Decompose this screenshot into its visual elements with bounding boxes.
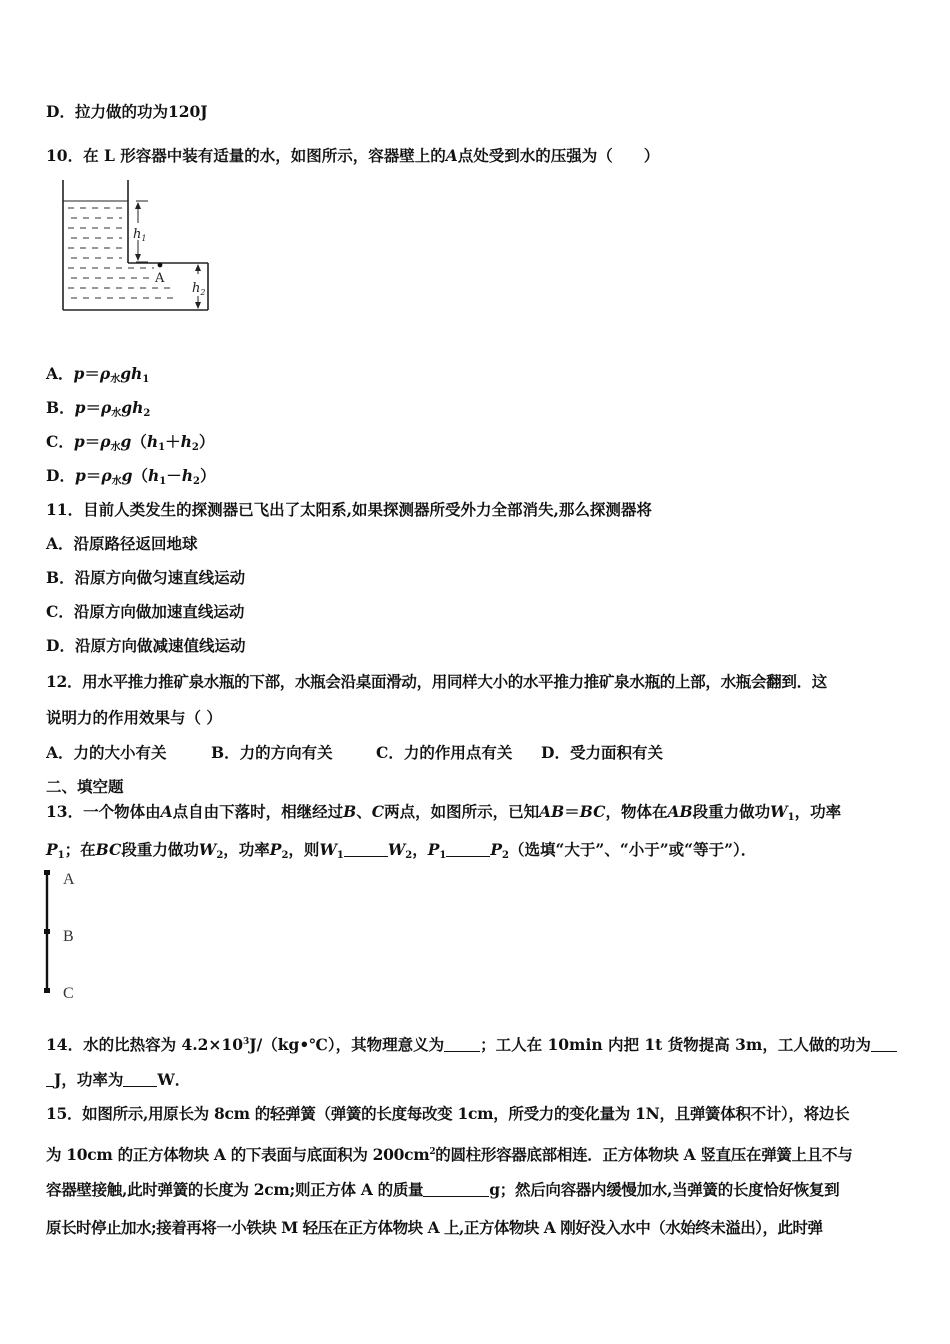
q14-blank-power[interactable] (123, 1072, 157, 1087)
q15-blank-mass[interactable] (423, 1182, 489, 1197)
q9-option-d: D．拉力做的功为120J (46, 102, 208, 121)
q11-option-d: D．沿原方向做减速值线运动 (46, 636, 246, 655)
q10-option-d: D．$p=\rho_水g(h_1-h_2)$ (46, 466, 216, 487)
q10-label-h1: $h_1$ (133, 227, 147, 243)
q12-stem-line2: 说明力的作用效果与（ ） (46, 708, 222, 727)
q12-options (46, 743, 663, 763)
q13-stem-line2: $P_1$；在BC段重力做功$W_2$，功率$P_2$，则$W_1$ $W_2$，$P_1$ $P_2$（选填“大于”、“小于”或“等于”）． (46, 840, 757, 861)
q11-option-a: A．沿原路径返回地球 (46, 534, 198, 553)
q13-label-c: C (63, 985, 74, 1000)
q14-blank-work-end[interactable] (46, 1072, 54, 1087)
q11-option-b: B．沿原方向做匀速直线运动 (46, 568, 246, 587)
q14-blank-work-start[interactable] (871, 1037, 897, 1052)
q10-label-a: A (155, 271, 165, 286)
q15-line2: 为 10cm 的正方体物块 A 的下表面与底面积为 $200cm^2$的圆柱形容器底部相连．正方体物块 A 竖直压在弹簧上且不与 (46, 1145, 853, 1164)
q12-option-a: A．力的大小有关 (46, 743, 167, 762)
q10-option-a: A．$p=\rho_水gh_1$ (46, 364, 150, 385)
q14-blank-meaning[interactable] (444, 1037, 480, 1052)
q10-stem: 10．在 L 形容器中装有适量的水，如图所示，容器壁上的A点处受到水的压强为（ ） (46, 146, 660, 165)
q15-line1: 15．如图所示,用原长为 8cm 的轻弹簧（弹簧的长度每改变 1cm，所受力的变化量为 1N，且弹簧体积不计），将边长 (46, 1104, 850, 1123)
q15-line4: 原长时停止加水;接着再将一小铁块 M 轻压在正方体物块 A 上,正方体物块 A 刚好没入水中（水始终未溢出），此时弹 (46, 1218, 823, 1237)
q13-label-b: B (63, 928, 74, 945)
q14-line1: 14．水的比热容为 $4.2\times 10^3J/(kg•℃)$，其物理意义为 ；工人在 10min 内把 1t 货物提高 3m，工人做的功为 (46, 1032, 897, 1055)
q10-label-h2: $h_2$ (192, 281, 206, 297)
q13-fall-path-figure (42, 868, 102, 1000)
section-fill-in-title: 二、填空题 (46, 777, 124, 796)
q13-stem-line1: 13．一个物体由A点自由下落时，相继经过B、C两点，如图所示，已知AB＝BC，物体在AB段重力做功$W_1$，功率 (46, 802, 842, 823)
q15-line3: 容器壁接触,此时弹簧的长度为 2cm;则正方体 A 的质量 g；然后向容器内缓慢加水,当弹簧的长度恰好恢复到 (46, 1180, 840, 1199)
q12-option-c: C．力的作用点有关 (376, 743, 513, 762)
q13-label-a: A (63, 871, 75, 888)
q12-option-d: D．受力面积有关 (541, 743, 663, 762)
q11-option-c: C．沿原方向做加速直线运动 (46, 602, 245, 621)
q10-option-b: B．$p=\rho_水gh_2$ (46, 398, 151, 419)
q10-option-c: C．$p=\rho_水g(h_1+h_2)$ (46, 432, 215, 453)
q14-line2: J，功率为 W． (46, 1070, 190, 1090)
q13-blank-w[interactable] (344, 842, 388, 857)
q13-blank-p[interactable] (446, 842, 490, 857)
q10-l-container-figure (56, 176, 216, 314)
q11-stem: 11．目前人类发生的探测器已飞出了太阳系,如果探测器所受外力全部消失,那么探测器将 (46, 500, 652, 519)
q12-option-b: B．力的方向有关 (211, 743, 333, 762)
q12-stem-line1: 12．用水平推力推矿泉水瓶的下部，水瓶会沿桌面滑动，用同样大小的水平推力推矿泉水瓶的上部，水瓶会翻到．这 (46, 672, 827, 691)
